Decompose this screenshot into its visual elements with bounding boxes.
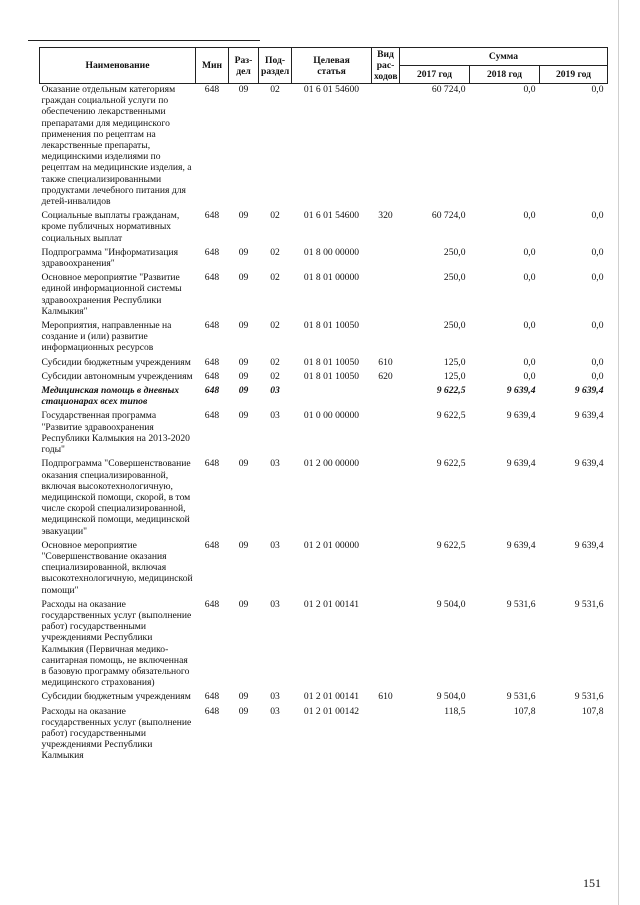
row-sum-2017: 9 504,0	[436, 691, 466, 703]
row-name: Социальные выплаты гражданам, кроме публичных нормативных социальных выплат	[41, 210, 180, 244]
row-section: 09	[238, 370, 249, 382]
row-expense-type	[372, 385, 400, 410]
row-sum-2018: 9 531,6	[506, 598, 536, 610]
row-ministry: 648	[204, 320, 220, 332]
row-target-article: 01 2 01 00141	[303, 598, 360, 610]
row-sum-2018: 0,0	[523, 272, 536, 284]
table-row	[40, 357, 608, 371]
row-subsection: 02	[270, 370, 280, 382]
row-section: 09	[238, 458, 249, 470]
row-section: 09	[238, 210, 249, 222]
row-expense-type	[372, 599, 400, 692]
row-sum-2018: 9 531,6	[506, 691, 536, 703]
header-sum: Сумма	[400, 48, 608, 66]
row-sum-2018: 9 639,4	[506, 458, 536, 470]
row-section: 09	[238, 410, 249, 422]
row-subsection: 03	[270, 458, 280, 470]
row-section: 09	[238, 705, 249, 717]
row-expense-type: 620	[378, 370, 393, 382]
table-row	[40, 320, 608, 357]
row-ministry: 648	[204, 356, 220, 368]
row-sum-2017: 9 622,5	[436, 385, 466, 397]
row-name: Основное мероприятие "Совершенствование оказания специализированной, включая высокотехнологичную, медицинской помощи"	[41, 539, 193, 596]
row-section: 09	[238, 246, 249, 258]
row-sum-2018: 0,0	[523, 246, 536, 258]
row-target-article: 01 8 01 10050	[303, 356, 360, 368]
row-sum-2019: 0,0	[591, 272, 604, 284]
row-section: 09	[238, 598, 249, 610]
row-subsection: 02	[270, 84, 280, 95]
row-subsection: 03	[270, 705, 280, 717]
row-ministry: 648	[204, 598, 220, 610]
header-year-2018: 2018 год	[470, 66, 540, 84]
table-body	[40, 84, 608, 765]
row-expense-type	[372, 247, 400, 272]
table-row	[40, 84, 608, 211]
row-name: Субсидии бюджетным учреждениям	[41, 691, 191, 703]
table-row	[40, 210, 608, 247]
row-ministry: 648	[204, 410, 220, 422]
row-ministry: 648	[204, 84, 220, 95]
row-name: Подпрограмма "Совершенствование оказания специализированной, включая высокотехнологичную, медицинской помощи, скорой, в том числе скорой специализированной, медицинской помощи, медицинской эвакуации"	[41, 458, 191, 537]
row-name: Расходы на оказание государственных услуг (выполнение работ) государственными учреждениями Республики Калмыкия	[41, 705, 192, 762]
row-sum-2017: 250,0	[443, 272, 466, 284]
row-ministry: 648	[204, 385, 220, 397]
row-sum-2017: 9 622,5	[436, 410, 466, 422]
row-target-article: 01 8 01 10050	[303, 370, 360, 382]
row-target-article: 01 2 00 00000	[303, 458, 360, 470]
row-name: Расходы на оказание государственных услуг (выполнение работ) государственными учреждениями Республики Калмыкия (Первичная медико-санитарная помощь, не включенная в базовую программу обязательного медицинского страхования)	[41, 598, 192, 689]
page-number: 151	[583, 876, 601, 890]
row-section: 09	[238, 272, 249, 284]
row-sum-2018: 107,8	[513, 705, 536, 717]
row-subsection: 03	[270, 598, 280, 610]
row-sum-2019: 9 639,4	[574, 539, 604, 551]
row-target-article: 01 2 01 00000	[303, 539, 360, 551]
row-subsection: 02	[270, 210, 280, 222]
row-name: Субсидии бюджетным учреждениям	[41, 356, 191, 368]
row-target-article	[292, 385, 372, 410]
header-subsection: Под- раздел	[259, 48, 292, 84]
row-target-article: 01 6 01 54600	[303, 84, 360, 95]
row-ministry: 648	[204, 210, 220, 222]
row-sum-2019: 9 639,4	[574, 410, 604, 422]
row-ministry: 648	[204, 246, 220, 258]
row-sum-2017: 9 622,5	[436, 539, 466, 551]
row-section: 09	[238, 691, 249, 703]
row-sum-2017: 60 724,0	[431, 84, 466, 95]
header-year-2017: 2017 год	[400, 66, 470, 84]
row-ministry: 648	[204, 272, 220, 284]
row-sum-2017: 60 724,0	[431, 210, 466, 222]
header-target-article: Целевая статья	[292, 48, 372, 84]
row-sum-2019: 0,0	[591, 246, 604, 258]
row-ministry: 648	[204, 539, 220, 551]
table-row	[40, 706, 608, 765]
row-subsection: 02	[270, 246, 280, 258]
row-name: Оказание отдельным категориям граждан социальной услуги по обеспечению лекарственными препаратами для медицинского применения по рецептам на лекарственные препараты, медицинскими изделиями по рецептам на медицинские изделия, а также специализированными продуктами лечебного питания для детей-инвалидов	[41, 84, 192, 208]
row-expense-type	[372, 410, 400, 458]
row-section: 09	[238, 320, 249, 332]
table-row	[40, 458, 608, 539]
row-subsection: 02	[270, 356, 280, 368]
row-expense-type: 610	[378, 356, 393, 368]
table-row	[40, 247, 608, 272]
row-ministry: 648	[204, 691, 220, 703]
row-expense-type	[372, 320, 400, 357]
row-expense-type: 610	[378, 691, 393, 703]
table-row	[40, 540, 608, 599]
row-sum-2018: 0,0	[523, 84, 536, 95]
row-sum-2017: 125,0	[443, 370, 466, 382]
row-ministry: 648	[204, 705, 220, 717]
row-section: 09	[238, 356, 249, 368]
header-ministry: Мин	[196, 48, 229, 84]
row-name: Подпрограмма "Информатизация здравоохранения"	[41, 246, 178, 270]
row-expense-type	[372, 84, 400, 211]
row-sum-2019: 0,0	[591, 370, 604, 382]
row-section: 09	[238, 539, 249, 551]
row-sum-2019: 0,0	[591, 356, 604, 368]
row-ministry: 648	[204, 370, 220, 382]
row-name: Субсидии автономным учреждениям	[41, 370, 193, 382]
row-target-article: 01 8 01 10050	[303, 320, 360, 332]
row-sum-2018: 9 639,4	[506, 539, 536, 551]
page-edge-line	[618, 0, 619, 905]
table-row	[40, 272, 608, 320]
row-sum-2018: 9 639,4	[506, 385, 536, 397]
table-row	[40, 410, 608, 458]
row-sum-2019: 9 639,4	[574, 385, 604, 397]
row-sum-2018: 0,0	[523, 356, 536, 368]
row-ministry: 648	[204, 458, 220, 470]
row-expense-type	[372, 458, 400, 539]
row-subsection: 02	[270, 320, 280, 332]
row-target-article: 01 2 01 00141	[303, 691, 360, 703]
row-sum-2019: 9 531,6	[574, 691, 604, 703]
row-sum-2019: 9 531,6	[574, 598, 604, 610]
row-sum-2018: 0,0	[523, 370, 536, 382]
row-sum-2017: 250,0	[443, 320, 466, 332]
row-subsection: 03	[270, 691, 280, 703]
top-rule	[28, 40, 260, 41]
row-sum-2019: 9 639,4	[574, 458, 604, 470]
header-year-2019: 2019 год	[540, 66, 608, 84]
table-row	[40, 599, 608, 692]
row-target-article: 01 8 00 00000	[303, 246, 360, 258]
table-row	[40, 385, 608, 410]
row-name: Медицинская помощь в дневных стационарах всех типов	[41, 385, 180, 408]
row-sum-2017: 250,0	[443, 246, 466, 258]
row-sum-2018: 0,0	[523, 320, 536, 332]
row-target-article: 01 8 01 00000	[303, 272, 360, 284]
row-sum-2019: 0,0	[591, 84, 604, 95]
header-expense-type: Вид рас- ходов	[372, 48, 400, 84]
row-sum-2018: 9 639,4	[506, 410, 536, 422]
row-section: 09	[238, 84, 249, 95]
row-sum-2019: 107,8	[581, 705, 604, 717]
row-expense-type: 320	[378, 210, 393, 222]
row-sum-2019: 0,0	[591, 320, 604, 332]
row-expense-type	[372, 540, 400, 599]
row-subsection: 03	[270, 385, 280, 397]
table-row	[40, 371, 608, 385]
row-target-article: 01 2 01 00142	[303, 705, 360, 717]
row-target-article: 01 6 01 54600	[303, 210, 360, 222]
row-name: Мероприятия, направленные на создание и (или) развитие информационных ресурсов	[41, 320, 172, 354]
row-section: 09	[238, 385, 249, 397]
row-name: Основное мероприятие "Развитие единой информационной системы здравоохранения Республики Калмыкия"	[41, 272, 182, 317]
budget-table	[39, 47, 608, 765]
header-section: Раз- дел	[229, 48, 259, 84]
row-name: Государственная программа "Развитие здравоохранения Республики Калмыкия на 2013-2020 годы"	[41, 410, 190, 456]
row-expense-type	[372, 706, 400, 765]
row-subsection: 03	[270, 410, 280, 422]
header-name: Наименование	[40, 48, 196, 84]
row-target-article: 01 0 00 00000	[303, 410, 360, 422]
row-subsection: 03	[270, 539, 280, 551]
row-sum-2018: 0,0	[523, 210, 536, 222]
row-sum-2017: 9 504,0	[436, 598, 466, 610]
header-row	[40, 48, 608, 66]
row-expense-type	[372, 272, 400, 320]
row-sum-2017: 9 622,5	[436, 458, 466, 470]
row-sum-2017: 125,0	[443, 356, 466, 368]
table-row	[40, 691, 608, 705]
row-sum-2019: 0,0	[591, 210, 604, 222]
row-subsection: 02	[270, 272, 280, 284]
row-sum-2017: 118,5	[444, 705, 466, 717]
